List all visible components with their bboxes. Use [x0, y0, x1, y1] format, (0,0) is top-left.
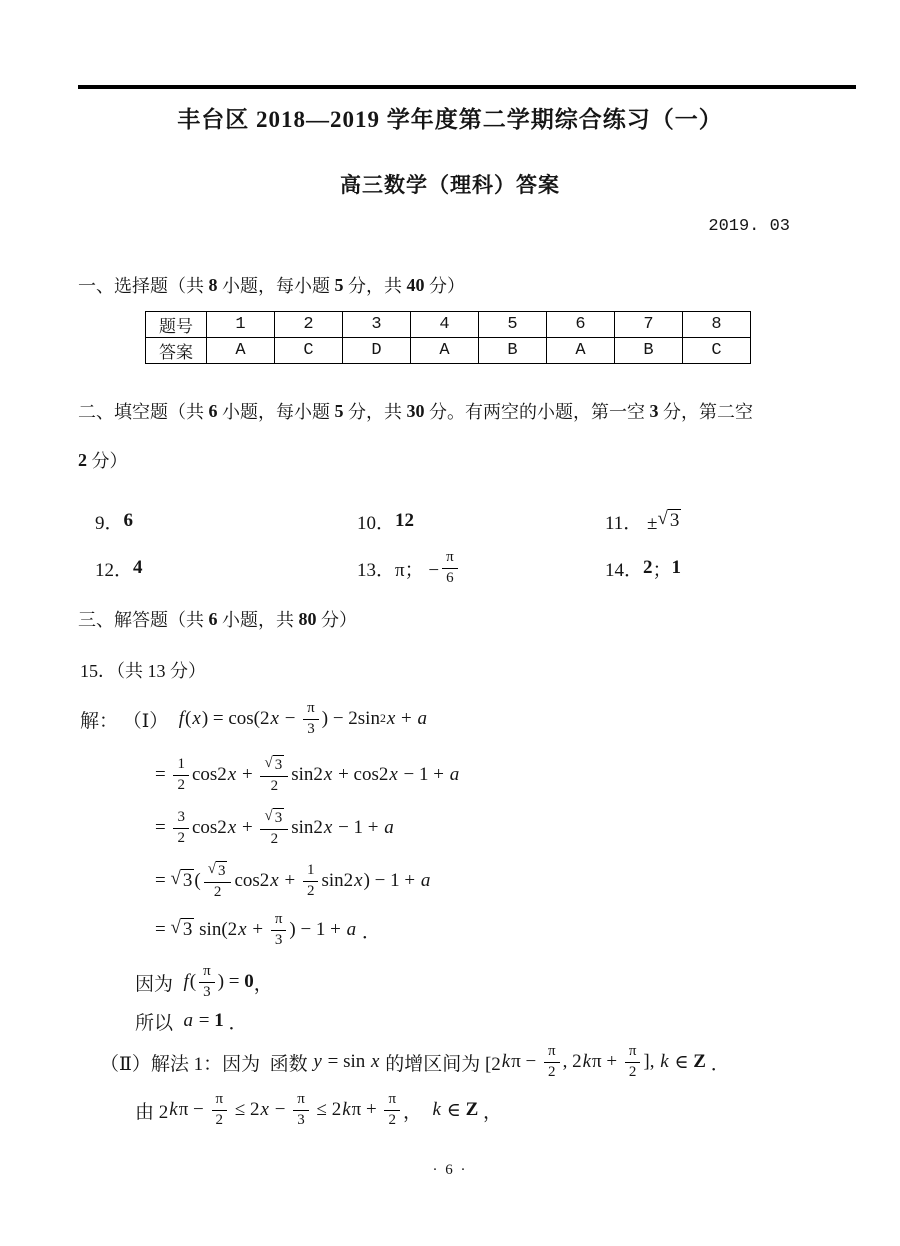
solution-line-fx: 解： （Ⅰ） f ( x ) = cos(2 x − $\frac{\pi}{3}$ ) − 2sin 2 x + a [80, 699, 428, 737]
solution-line-because: 因为 f ( $\frac{\pi}{3}$ ) = 0 ， [135, 962, 273, 1000]
answer-14: 14． 2 ； 1 [605, 557, 682, 581]
table-cell: 2 [275, 312, 343, 338]
table-cell: 8 [683, 312, 751, 338]
table-cell: 4 [411, 312, 479, 338]
table-header-cell: 题号 [146, 312, 207, 338]
table-cell: B [479, 338, 547, 364]
answer-9: 9． 6 [95, 510, 134, 534]
doc-title: 丰台区 2018—2019 学年度第二学期综合练习（一） [177, 107, 723, 132]
fraction: $\frac{\pi}{2}$ [625, 1044, 641, 1081]
solution-line-eq4: = √ 3 ( √ 3 2 cos2 x + $\frac{1}{2}$ sin2 x ) − 1 + a [155, 861, 431, 901]
table-row [146, 338, 751, 364]
fraction: √ 3 2 [260, 808, 288, 848]
section-blank-heading-line1: 二、填空题（共 6 小题，每小题 5 分，共 30 分。有两空的小题，第一空 3 分，第二空 [78, 400, 753, 422]
header-rule [78, 85, 856, 89]
fraction: √ 3 2 [204, 861, 232, 901]
section-choice-heading: 一、选择题（共 8 小题，每小题 5 分，共 40 分） [78, 274, 465, 296]
fraction: $\frac{\pi}{2}$ [384, 1092, 400, 1129]
solution-line-eq2: = $\frac{1}{2}$ cos2 x + √ 3 2 sin2 x + cos2 x − 1 + a [155, 755, 460, 795]
table-cell: 3 [343, 312, 411, 338]
radical: √ 3 [170, 917, 193, 941]
section-blank-heading-line2: 2 分） [78, 449, 128, 471]
table-cell: C [275, 338, 343, 364]
table-cell: 7 [615, 312, 683, 338]
table-cell: A [547, 338, 615, 364]
table-cell: 5 [479, 312, 547, 338]
choice-answer-table [145, 311, 751, 364]
radical: √ 3 [170, 868, 193, 892]
fraction: $\frac{\pi}{3}$ [293, 1092, 309, 1129]
solution-line-interval: 由 2 k π − $\frac{\pi}{2}$ ≤ 2 x − $\frac{\pi}{3}$ ≤ 2 k π + $\frac{\pi}{2}$ ， k ∈ Z ， [135, 1090, 503, 1128]
fraction: √ 3 2 [260, 755, 288, 795]
table-cell: B [615, 338, 683, 364]
page-number: · 6 · [432, 1162, 468, 1178]
fraction: $\frac{1}{2}$ [173, 757, 189, 794]
answer-13: 13．π； − $\frac{\pi}{6}$ [357, 545, 461, 591]
answer-11: 11． ± √ 3 [605, 508, 680, 534]
solution-line-part2: （Ⅱ）解法 1：因为 函数 y = sin x 的增区间为 [2 k π − $\frac{\pi}{2}$ , 2 k π + $\frac{\pi}{2}$ ], k ∈ Z ． [100, 1042, 730, 1080]
table-row [146, 312, 751, 338]
solution-line-eq3: = $\frac{3}{2}$ cos2 x + √ 3 2 sin2 x − 1 + a [155, 808, 394, 848]
question-15-heading: 15．（共 13 分） [80, 661, 206, 681]
fraction: $\frac{3}{2}$ [173, 810, 189, 847]
table-cell: 6 [547, 312, 615, 338]
table-cell: D [343, 338, 411, 364]
radical: √ 3 [264, 755, 283, 774]
fraction: $\frac{\pi}{3}$ [303, 701, 319, 738]
fraction: $\frac{1}{2}$ [303, 863, 319, 900]
fraction: $\frac{\pi}{2}$ [544, 1044, 560, 1081]
doc-date: 2019. 03 [708, 217, 790, 236]
radical: √ 3 [207, 861, 226, 880]
section-solve-heading: 三、解答题（共 6 小题，共 80 分） [78, 608, 357, 630]
fraction: $\frac{\pi}{2}$ [212, 1092, 228, 1129]
table-cell: A [207, 338, 275, 364]
fraction: $\frac{\pi}{3}$ [271, 912, 287, 949]
fraction: $\frac{\pi}{6}$ [442, 550, 458, 587]
doc-subtitle: 高三数学（理科）答案 [340, 173, 560, 197]
answer-10: 10． 12 [357, 510, 415, 534]
table-cell: 1 [207, 312, 275, 338]
table-cell: C [683, 338, 751, 364]
radical: √ 3 [264, 808, 283, 827]
solution-line-eq5: = √ 3 sin(2 x + $\frac{\pi}{3}$ ) − 1 + a ． [155, 910, 381, 948]
fraction: $\frac{\pi}{3}$ [199, 964, 215, 1001]
answer-12: 12． 4 [95, 557, 143, 581]
solution-line-therefore: 所以 a = 1 ． [135, 1010, 248, 1034]
table-cell: A [411, 338, 479, 364]
table-header-cell: 答案 [146, 338, 207, 364]
radical: √ 3 [657, 508, 680, 532]
